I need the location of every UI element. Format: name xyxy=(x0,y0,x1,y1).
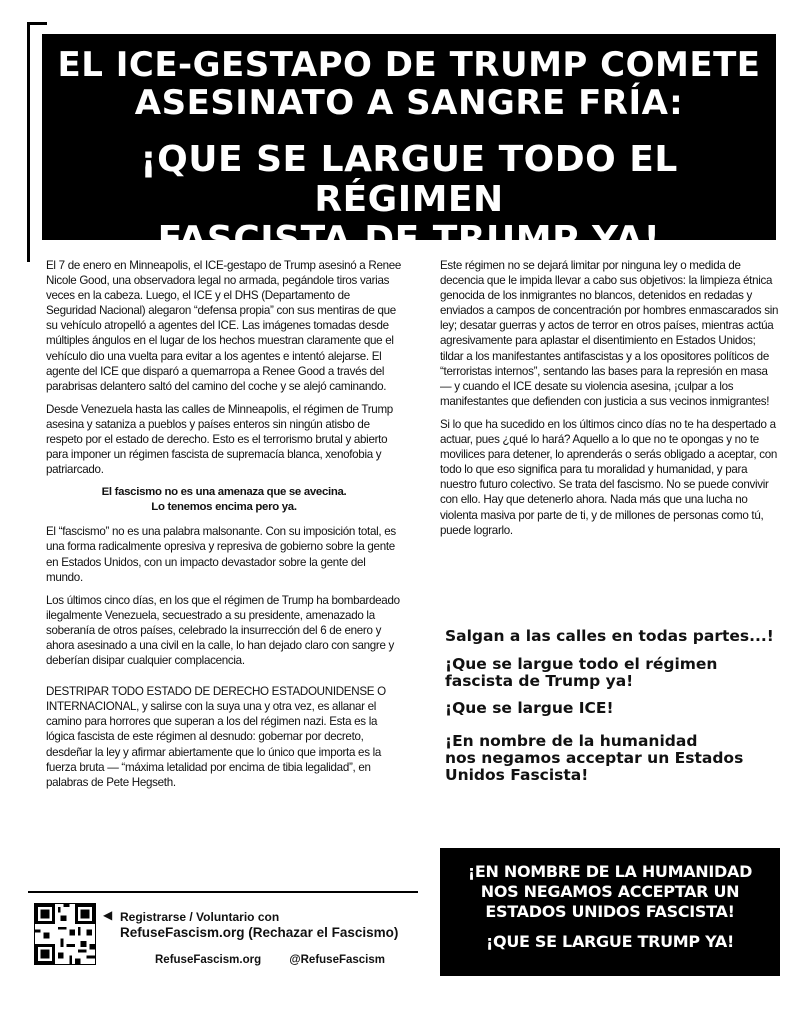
right-column xyxy=(440,258,780,546)
rally-slogan-humanity xyxy=(445,733,785,784)
rally-slogans xyxy=(445,628,785,794)
rally-line-4a: ¡En nombre de la humanidad xyxy=(445,732,698,750)
headline-line1: EL ICE-GESTAPO DE TRUMP COMETE xyxy=(57,45,761,85)
emphasis-block xyxy=(46,485,402,514)
social-handle[interactable]: @RefuseFascism xyxy=(289,954,385,966)
website-link[interactable]: RefuseFascism.org xyxy=(155,954,262,966)
bottom-banner-main xyxy=(440,862,780,922)
frame-corner-vertical xyxy=(27,22,30,262)
bottom-line1: ¡EN NOMBRE DE LA HUMANIDAD xyxy=(467,862,753,881)
headline-part2 xyxy=(42,140,776,260)
headline-line3: ¡QUE SE LARGUE TODO EL RÉGIMEN xyxy=(140,139,678,220)
right-paragraph-2: Si lo que ha sucedido en los últimos cinco días no te ha despertado a actuar, pues ¿qué lo hará? Aquello a lo que no te opongas y no te movilices para detener, lo aprenderás o serás obligado a aceptar, con todo lo que eso significa para tu moralidad y humanidad, y para nuestro futuro colectivo. Se trata del fascismo. No se puede convivir con ello. Hay que detenerlo ahora. Nada más que una lucha no violenta masiva por parte de ti, y de millones de personas como tú, puede lograrlo. xyxy=(440,417,777,537)
rally-line-3: ¡Que se largue ICE! xyxy=(445,699,614,717)
right-paragraph-1: Este régimen no se dejará limitar por ninguna ley o medida de decencia que le impida llevar a cabo sus objetivos: la limpieza étnica genocida de los inmigrantes no blancos, detenidos en redadas y enviados a campos de concentración por hombres enmascarados sin ley; desatar guerras y actos de terror en otros países, mientras actúa agresivamente para aplastar el disentimiento en Estados Unidos; tildar a los manifestantes antifascistas y a los opositores políticos de “terroristas internos”, sentando las bases para la represión en masa — y cuando el ICE desate su violencia asesina, ¡culpar a los manifestantes que defienden con justicia a sus vecinos inmigrantes! xyxy=(440,259,779,408)
register-block xyxy=(120,909,398,941)
headline-line4: FASCISTA DE TRUMP YA! xyxy=(157,219,661,260)
headline-banner xyxy=(42,34,776,260)
bottom-banner xyxy=(440,848,780,976)
left-paragraph-3: El “fascismo” no es una palabra malsonante. Con su imposición total, es una forma radicalmente opresiva y represiva de gobierno sobre la gente en Estados Unidos, con un impacto devastador sobre la gente del mundo. xyxy=(46,525,396,584)
rally-line-2b: fascista de Trump ya! xyxy=(445,672,634,690)
footer-divider xyxy=(28,891,418,893)
emphasis-line1: El fascismo no es una amenaza que se avecina. xyxy=(101,486,347,499)
qr-code-icon[interactable] xyxy=(34,903,96,965)
rally-line-2a: ¡Que se largue todo el régimen xyxy=(445,655,718,673)
rally-line-4c: Unidos Fascista! xyxy=(445,766,589,784)
rally-line-4b: nos negamos acceptar un Estados xyxy=(445,749,744,767)
rally-slogan-regime xyxy=(445,656,785,690)
register-link[interactable]: RefuseFascism.org (Rechazar el Fascismo) xyxy=(120,925,399,940)
bottom-line4: ¡QUE SE LARGUE TRUMP YA! xyxy=(486,932,734,951)
left-paragraph-5: DESTRIPAR TODO ESTADO DE DERECHO ESTADOUNIDENSE O INTERNACIONAL, y salirse con la suya una y otra vez, es allanar el camino para horrores que superan a los del régimen nazi. Esta es la lógica fascista de este régimen al desnudo: gobernar por decreto, desdeñar la ley y afirmar abiertamente que lo único que importa es la fuerza bruta — “máxima letalidad por encima de tibia legalidad”, en palabras de Pete Hegseth. xyxy=(46,685,386,789)
bottom-line2: NOS NEGAMOS ACCEPTAR UN xyxy=(480,882,740,901)
left-column xyxy=(46,258,402,798)
register-line1: Registrarse / Voluntario con xyxy=(120,910,280,924)
footer-links xyxy=(155,954,385,966)
left-paragraph-2: Desde Venezuela hasta las calles de Minneapolis, el régimen de Trump asesina y sataniza a pueblos y países enteros sin ningún atisbo de respeto por el estado de derecho. Esto es el terrorismo brutal y abierto para imponer un régimen fascista de supremacía blanca, xenofobia y patriarcado. xyxy=(46,402,393,477)
frame-corner-horizontal xyxy=(27,22,47,25)
left-paragraph-4: Los últimos cinco días, en los que el régimen de Trump ha bombardeado ilegalmente Venezuela, secuestrado a su presidente, amenazado la soberanía de otros países, celebrado la insurrección del 6 de enero y ahora asesinado a una civil en la calle, lo han dejado claro con sangre y deberían disipar cualquier complacencia. xyxy=(46,593,400,668)
emphasis-line2: Lo tenemos encima pero ya. xyxy=(151,500,297,513)
headline-line2: ASESINATO A SANGRE FRÍA: xyxy=(134,83,684,123)
headline-part1 xyxy=(42,46,776,122)
rally-line-1: Salgan a las calles en todas partes...! xyxy=(445,627,774,645)
bottom-line3: ESTADOS UNIDOS FASCISTA! xyxy=(485,902,735,921)
left-paragraph-1: El 7 de enero en Minneapolis, el ICE-gestapo de Trump asesinó a Renee Nicole Good, una observadora legal no armada, pegándole tiros varias veces en la cabeza. Luego, el ICE y el DHS (Departamento de Seguridad Nacional) alegaron “defensa propia” con sus mentiras de que su vehículo atropelló a agentes del ICE. Las imágenes tomadas desde múltiples ángulos en el lugar de los hechos muestran claramente que el vehículo dio una vuelta para evitar a los agentes e intentó alejarse. El agente del ICE que disparó a quemarropa a Renee Good a través del parabrisas delantero saltó del camino del coche y se alejó caminando. xyxy=(46,259,402,393)
arrow-left-icon: ◀ xyxy=(103,908,113,922)
